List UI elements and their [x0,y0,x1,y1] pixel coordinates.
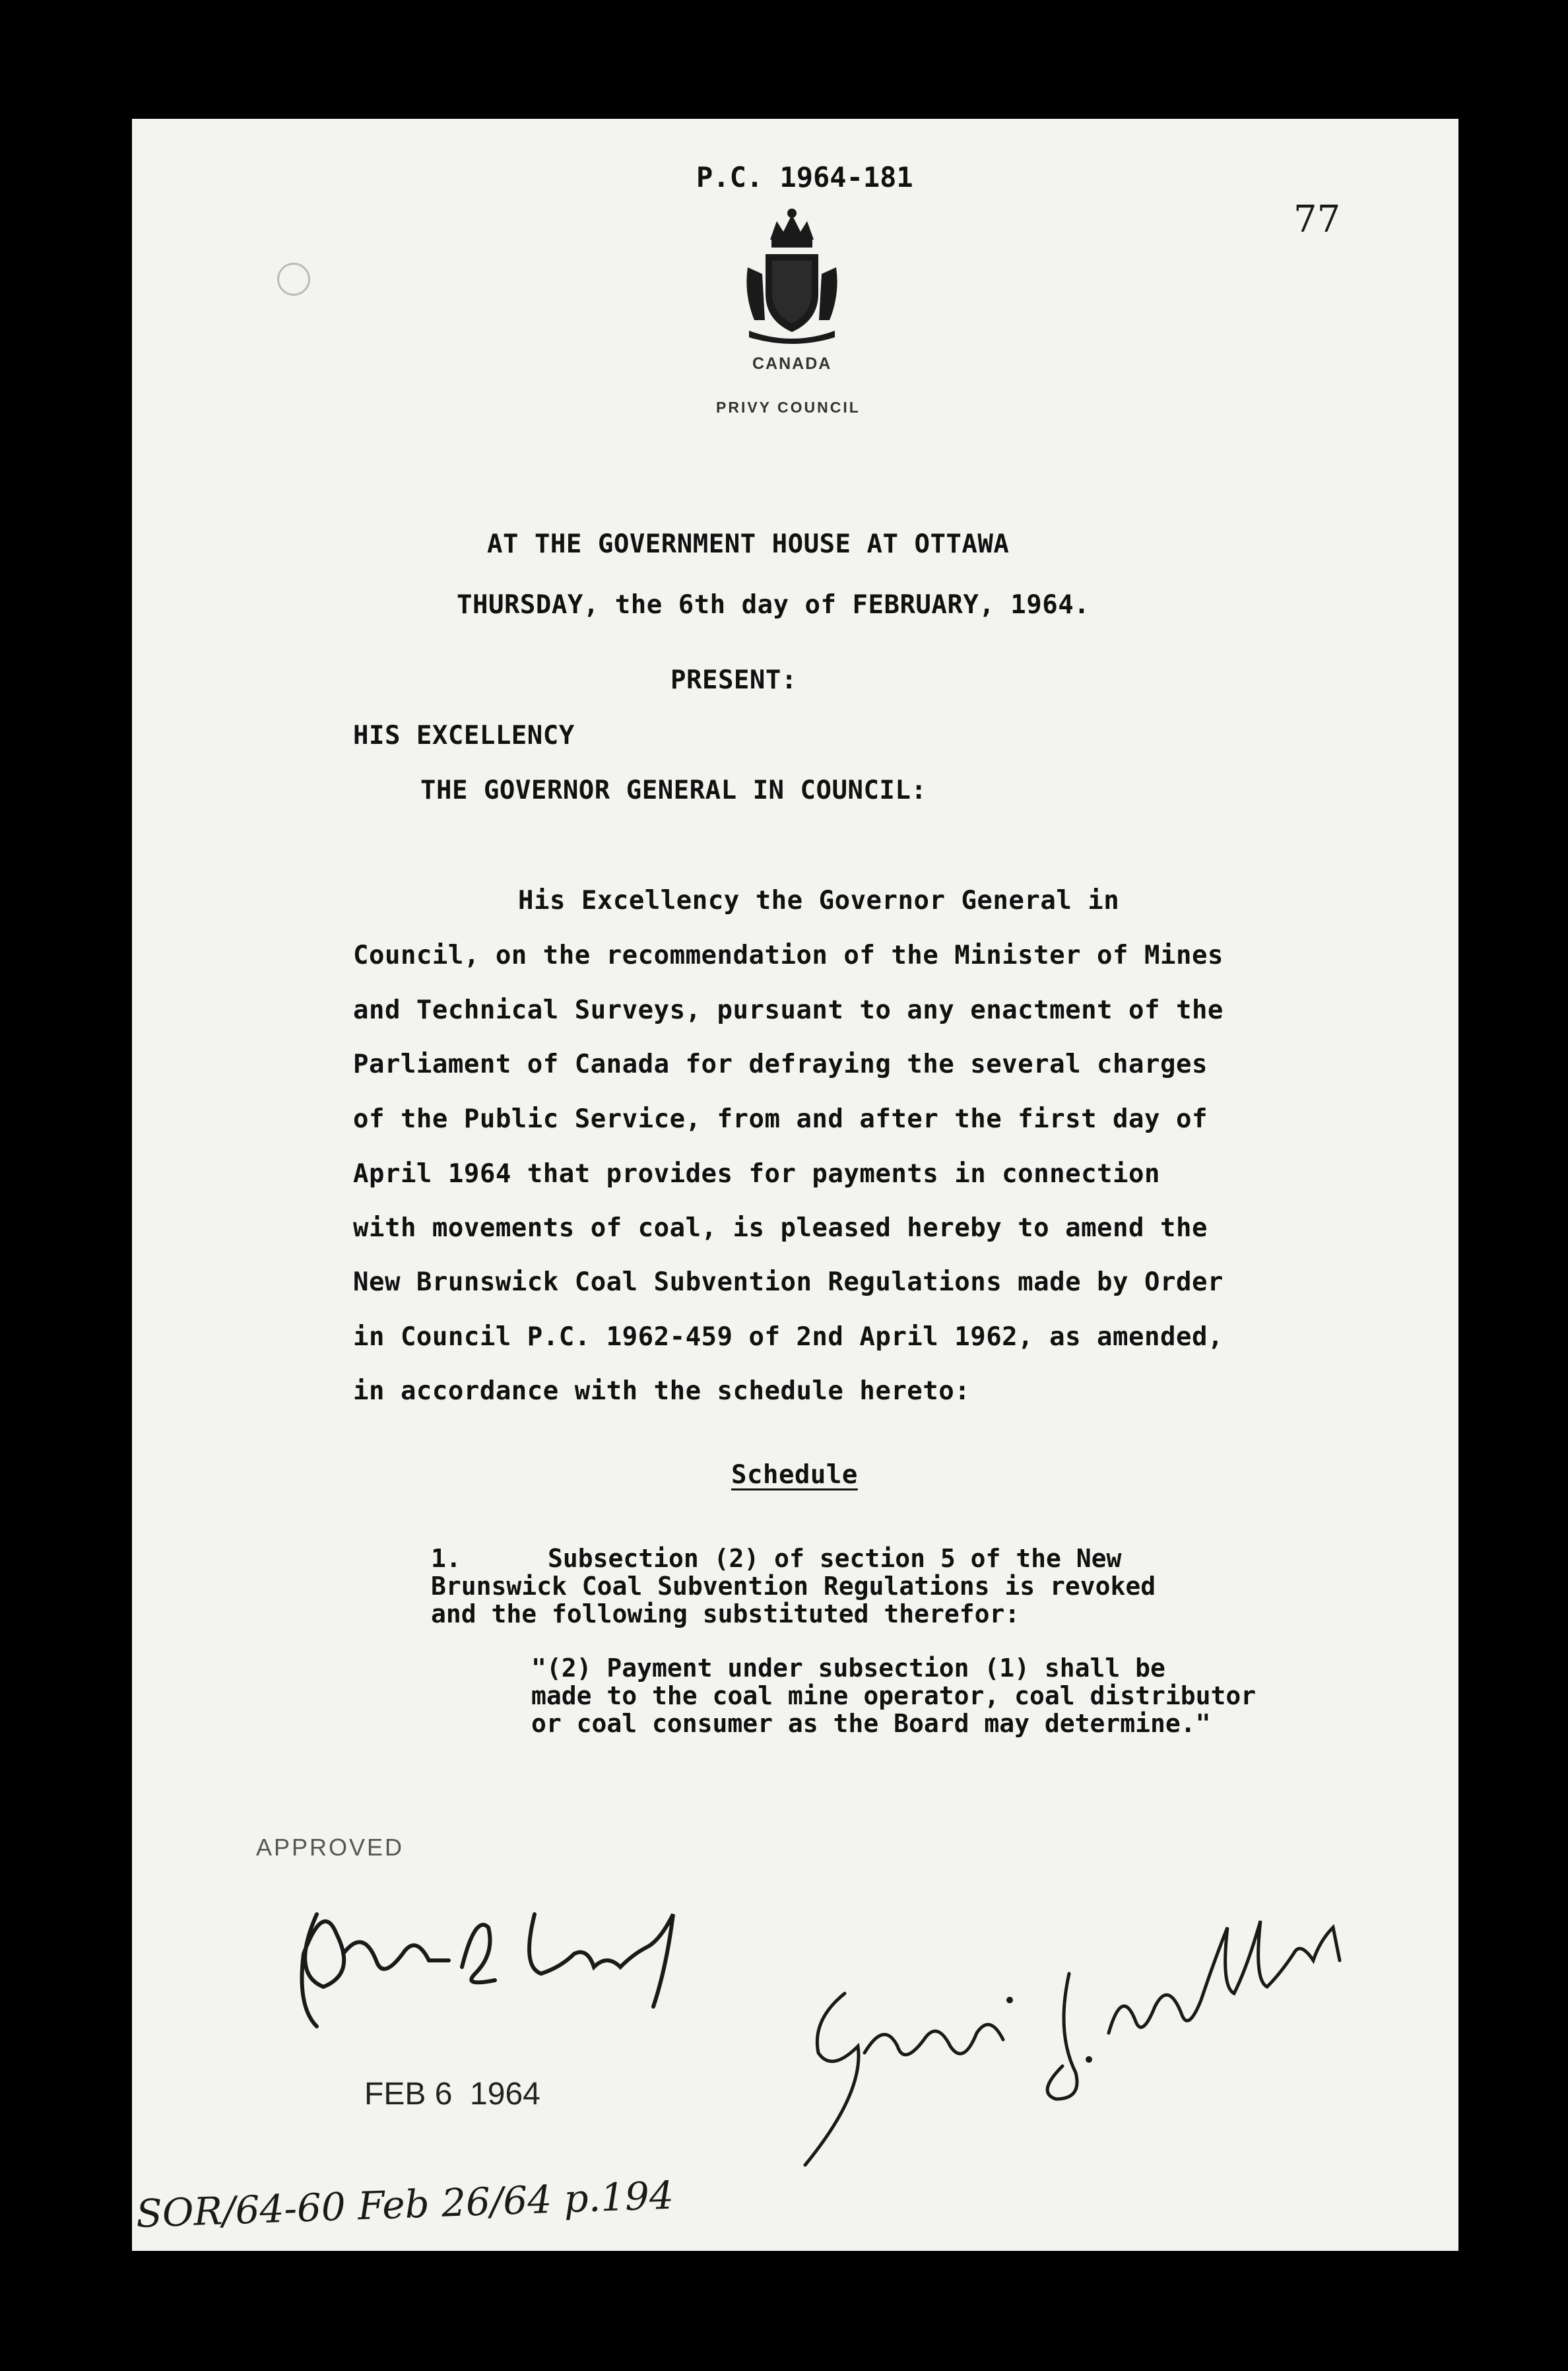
body-line: His Excellency the Governor General in [518,886,1120,916]
approved-label: APPROVED [256,1834,405,1861]
margin-note: SOR/64-60 Feb 26/64 p.194 [135,2172,674,2236]
country-label: CANADA [752,354,832,373]
office-label: PRIVY COUNCIL [716,399,861,416]
schedule-item-line: Subsection (2) of section 5 of the New [548,1544,1122,1573]
his-excellency: HIS EXCELLENCY [353,721,575,751]
body-line: and Technical Surveys, pursuant to any enactment of the [353,995,1224,1025]
canada-coat-of-arms-icon [742,208,841,347]
punch-hole [277,263,310,296]
meeting-date: THURSDAY, the 6th day of FEBRUARY, 1964. [457,590,1090,620]
schedule-quote-line: "(2) Payment under subsection (1) shall be [531,1653,1165,1683]
schedule-quote-line: made to the coal mine operator, coal distributor [531,1681,1257,1710]
body-line: Parliament of Canada for defraying the several charges [353,1050,1208,1079]
governor-general-signature [277,1875,706,2046]
schedule-item-line: Brunswick Coal Subvention Regulations is revoked [431,1572,1156,1601]
schedule-item-number: 1. [431,1544,461,1573]
order-number: P.C. 1964-181 [696,161,913,193]
body-line: April 1964 that provides for payments in connection [353,1159,1160,1189]
minister-signature [792,1901,1373,2178]
page-number: 77 [1293,198,1341,241]
body-line: Council, on the recommendation of the Minister of Mines [353,941,1224,970]
meeting-location: AT THE GOVERNMENT HOUSE AT OTTAWA [487,529,1010,559]
schedule-item-line: and the following substituted therefor: [431,1599,1020,1628]
body-line: New Brunswick Coal Subvention Regulations made by Order [353,1267,1224,1297]
approval-date: FEB 6 1964 [364,2077,540,2112]
body-line: of the Public Service, from and after the first day of [353,1104,1208,1134]
governor-general-in-council: THE GOVERNOR GENERAL IN COUNCIL: [420,776,927,805]
body-line: in Council P.C. 1962-459 of 2nd April 1962, as amended, [353,1322,1224,1352]
present-label: PRESENT: [670,665,797,695]
schedule-quote-line: or coal consumer as the Board may determine." [531,1709,1211,1738]
schedule-title: Schedule [731,1460,858,1490]
body-line: with movements of coal, is pleased hereby to amend the [353,1213,1208,1243]
body-line: in accordance with the schedule hereto: [353,1376,971,1406]
